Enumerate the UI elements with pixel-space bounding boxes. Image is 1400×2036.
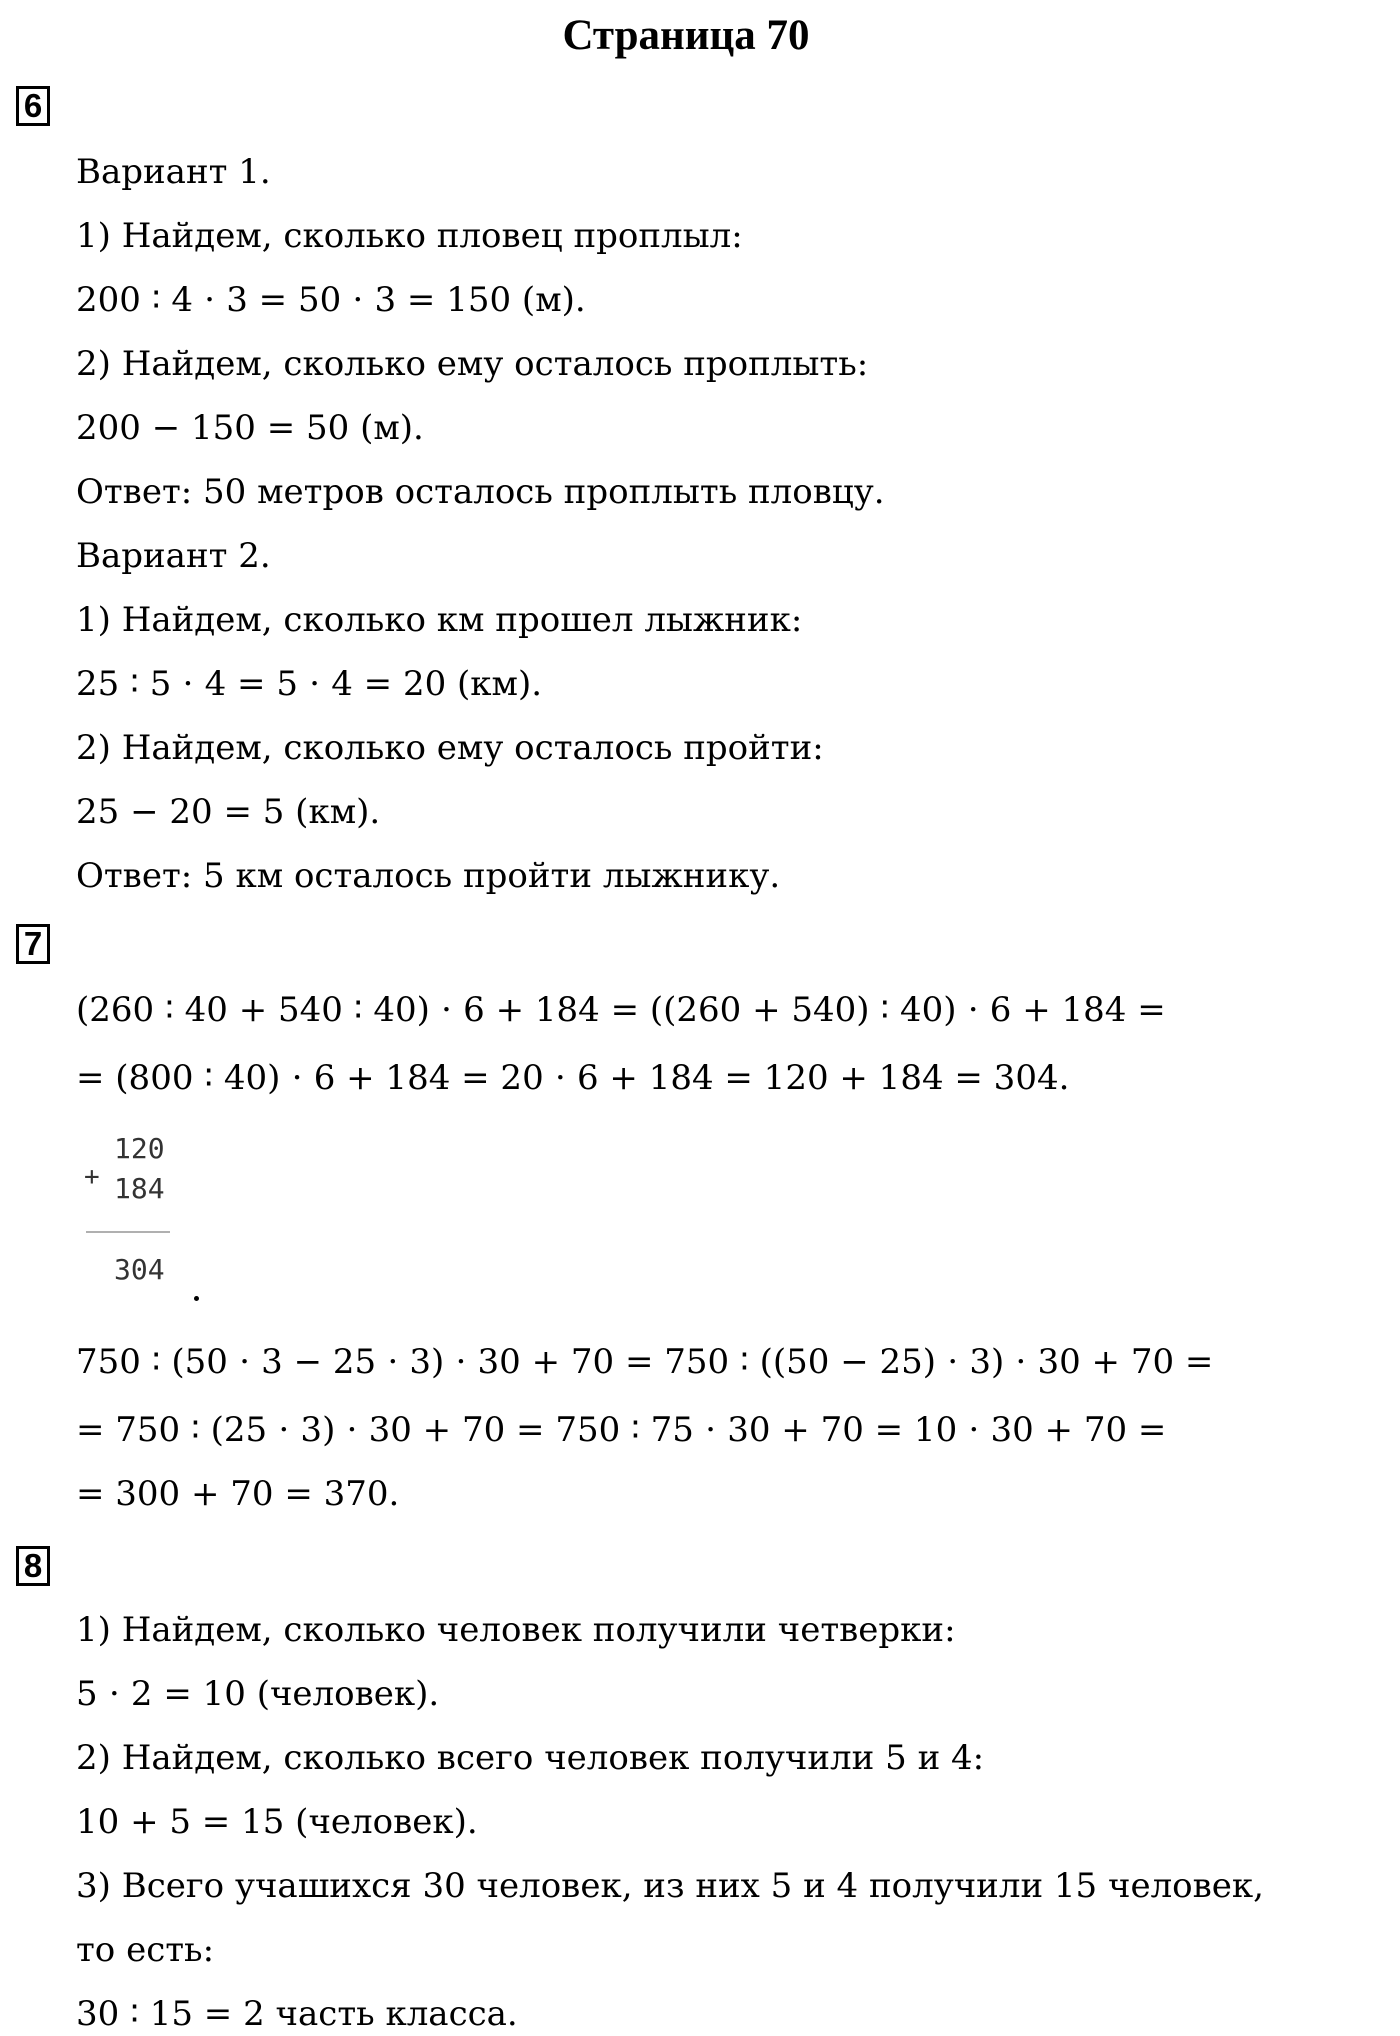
task-number-7: 7	[16, 924, 50, 964]
task6-answer: Ответ: 5 км осталось пройти лыжнику.	[76, 856, 781, 896]
column-addend-1: 120	[114, 1132, 165, 1165]
task6-line: 200 − 150 = 50 (м).	[76, 408, 424, 448]
task8-line: 1) Найдем, сколько человек получили четверки:	[76, 1610, 956, 1650]
task6-line: Вариант 2.	[76, 536, 271, 576]
task7-expression-line: 750 ∶ (50 ⋅ 3 − 25 ⋅ 3) ⋅ 30 + 70 = 750 ∶ ((50 − 25) ⋅ 3) ⋅ 30 + 70 =	[76, 1342, 1214, 1382]
column-period	[194, 1296, 199, 1301]
task8-line: 3) Всего учашихся 30 человек, из них 5 и 4 получили 15 человек,	[76, 1866, 1264, 1906]
task8-line: 5 ⋅ 2 = 10 (человек).	[76, 1674, 440, 1714]
task6-line: 2) Найдем, сколько ему осталось пройти:	[76, 728, 824, 768]
task6-line: 25 − 20 = 5 (км).	[76, 792, 381, 832]
task8-line: 10 + 5 = 15 (человек).	[76, 1802, 478, 1842]
task6-line: 1) Найдем, сколько км прошел лыжник:	[76, 600, 803, 640]
task6-line: 25 ∶ 5 ⋅ 4 = 5 ⋅ 4 = 20 (км).	[76, 664, 543, 704]
column-addend-2: 184	[114, 1172, 165, 1205]
task6-line: Вариант 1.	[76, 152, 271, 192]
task8-line: 2) Найдем, сколько всего человек получили 5 и 4:	[76, 1738, 985, 1778]
column-sum-rule	[86, 1231, 170, 1233]
task8-line: то есть:	[76, 1930, 215, 1970]
task6-line: 2) Найдем, сколько ему осталось проплыть:	[76, 344, 869, 384]
task6-line: 1) Найдем, сколько пловец проплыл:	[76, 216, 743, 256]
task6-answer: Ответ: 50 метров осталось проплыть пловцу.	[76, 472, 885, 512]
task7-expression-line: = 750 ∶ (25 ⋅ 3) ⋅ 30 + 70 = 750 ∶ 75 ⋅ 30 + 70 = 10 ⋅ 30 + 70 =	[76, 1410, 1167, 1450]
column-sum: 304	[114, 1253, 165, 1286]
task-number-8: 8	[16, 1546, 50, 1586]
page-title: Страница 70	[562, 12, 810, 59]
task-number-6: 6	[16, 86, 50, 126]
task6-line: 200 ∶ 4 ⋅ 3 = 50 ⋅ 3 = 150 (м).	[76, 280, 586, 320]
task7-expression-line: (260 ∶ 40 + 540 ∶ 40) ⋅ 6 + 184 = ((260 + 540) ∶ 40) ⋅ 6 + 184 =	[76, 990, 1166, 1030]
task7-expression-line: = 300 + 70 = 370.	[76, 1474, 400, 1514]
task7-expression-line: = (800 ∶ 40) ⋅ 6 + 184 = 20 ⋅ 6 + 184 = 120 + 184 = 304.	[76, 1058, 1070, 1098]
column-plus-sign: +	[84, 1162, 100, 1192]
task8-line: 30 ∶ 15 = 2 часть класса.	[76, 1994, 518, 2034]
